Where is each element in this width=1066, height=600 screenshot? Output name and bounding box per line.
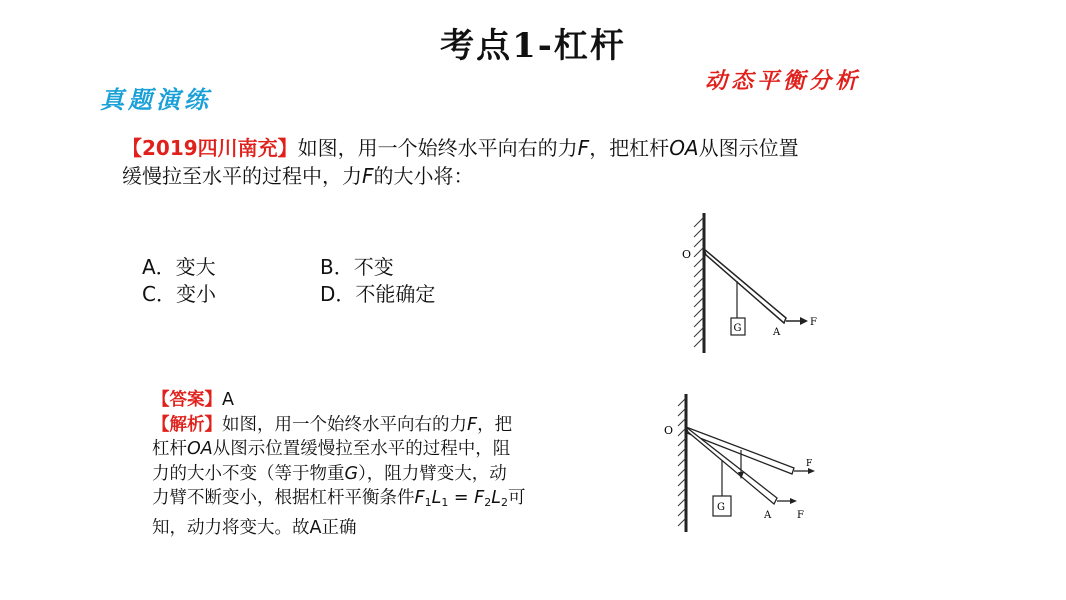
option-b[interactable]: B．不变 (320, 255, 394, 279)
option-c[interactable]: C．变小 (142, 282, 216, 306)
question-line-2 (122, 162, 922, 190)
answer-line (152, 388, 582, 413)
analysis-text: 【解析】如图，用一个始终水平向右的力F，把 杠杆OA从图示位置缓慢拉至水平的过程中，阻 力的大小不变（等于物重G），阻力臂变大，动 力臂不断变小，根据杠杆平衡条件$F_1L_1 = F_2L_2$可 知，动力将变大。故A正确 (152, 414, 526, 538)
option-a[interactable]: A．变大 (142, 255, 216, 279)
label-o: O (682, 248, 692, 261)
label-o: O (664, 424, 674, 437)
var-f: F (362, 164, 374, 188)
label-f2: F (797, 510, 804, 521)
answer-block (152, 388, 582, 540)
label-g: G (733, 323, 742, 334)
label-f: F (810, 317, 817, 328)
question-text: 从图示位置 (698, 136, 799, 160)
balance-equation: $F_1L_1 = F_2L_2$ (414, 488, 508, 509)
var-f: F (577, 136, 590, 160)
question-stem (122, 134, 922, 190)
question-line-1 (122, 134, 922, 162)
label-f: F (806, 459, 813, 469)
label-a: A (773, 327, 781, 338)
question-text: 缓慢拉至水平的过程中，力 (122, 164, 362, 188)
label-g: G (717, 502, 725, 513)
figure-lever-initial (670, 205, 820, 357)
question-text: 如图，用一个始终水平向右的力 (297, 136, 578, 160)
answer-label: 【答案】 (152, 390, 222, 410)
page-title: 考点1-杠杆 (440, 26, 626, 66)
analysis-label: 【解析】 (152, 414, 222, 435)
question-text: ，把杠杆 (589, 136, 670, 160)
question-text: 的大小将： (373, 164, 474, 188)
section-label: 真题演练 (100, 85, 212, 114)
var-oa: OA (669, 136, 699, 160)
topic-tag: 动态平衡分析 (705, 68, 862, 94)
figure-lever-analysis (658, 392, 818, 534)
answer-value: A (222, 390, 234, 410)
question-source: 【2019四川南充】 (122, 136, 298, 160)
label-a: A (764, 510, 772, 521)
option-d[interactable]: D．不能确定 (320, 282, 436, 306)
